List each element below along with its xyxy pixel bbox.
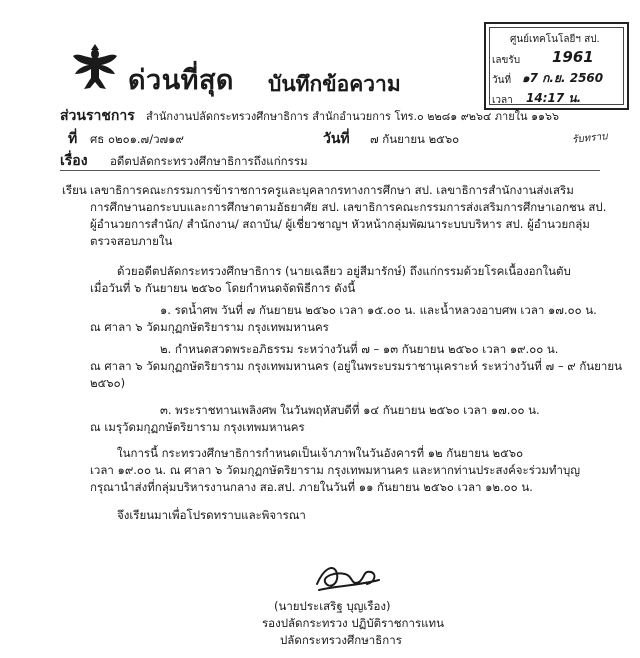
signatory-position: ปลัดกระทรวงศึกษาธิการ xyxy=(280,633,402,647)
memo-title: บันทึกข้อความ xyxy=(268,72,401,96)
item-line: ๓. พระราชทานเพลิงศพ ในวันพฤหัสบดีที่ ๑๔ กันยายน ๒๕๖๐ เวลา ๑๗.๐๐ น. xyxy=(160,403,540,417)
stamp-date-label: วันที่ xyxy=(492,75,512,86)
date-value: ๗ กันยายน ๒๕๖๐ xyxy=(370,132,460,146)
item-line: ณ ศาลา ๖ วัดมกุฏกษัตริยาราม กรุงเทพมหานคร xyxy=(90,320,329,334)
urgency-heading: ด่วนที่สุด xyxy=(128,65,234,96)
body-line: เวลา ๑๙.๐๐ น. ณ ศาลา ๖ วัดมกุฏกษัตริยาราม กรุงเทพมหานคร และหากท่านประสงค์จะร่วมทำบุญ xyxy=(90,463,581,477)
stamp-time-label: เวลา xyxy=(492,95,513,106)
item-line: ณ ศาลา ๖ วัดมกุฏกษัตริยาราม กรุงเทพมหานคร (อยู่ในพระบรมราชานุเคราะห์ ระหว่างวันที่ ๗ – ๙ กันยายน xyxy=(90,359,622,373)
agency-value: สำนักงานปลัดกระทรวงศึกษาธิการ สำนักอำนวยการ โทร.๐ ๒๒๘๑ ๙๒๖๔ ภายใน ๑๑๖๖ xyxy=(146,110,559,123)
stamp-time-value: 14:17 น. xyxy=(526,91,582,105)
stamp-date-value: ๑7 ก.ย. 2560 xyxy=(522,71,604,85)
closing-line: จึงเรียนมาเพื่อโปรดทราบและพิจารณา xyxy=(117,508,306,522)
body-line: กรุณานำส่งที่กลุ่มบริหารงานกลาง สอ.สป. ภายในวันที่ ๑๑ กันยายน ๒๕๖๐ เวลา ๑๒.๐๐ น. xyxy=(90,480,533,494)
to-line: ผู้อำนวยการสำนัก/ สำนักงาน/ สถาบัน/ ผู้เชี่ยวชาญฯ หัวหน้ากลุ่มพัฒนาระบบบริหาร สป. ผู้อำนวยกลุ่ม xyxy=(90,217,590,231)
body-line: เมื่อวันที่ ๖ กันยายน ๒๕๖๐ โดยกำหนดจัดพิธีการ ดังนี้ xyxy=(90,281,356,295)
stamp-received-label: เลขรับ xyxy=(492,55,521,66)
to-line: การศึกษานอกระบบและการศึกษาตามอัธยาศัย สป. เลขาธิการคณะกรรมการส่งเสริมการศึกษาเอกชน สป. xyxy=(90,200,607,214)
to-line: ตรวจสอบภายใน xyxy=(90,234,173,248)
stamp-received-no: 1961 xyxy=(552,48,594,66)
receipt-stamp xyxy=(484,22,629,110)
item-line: ๒๕๖๐) xyxy=(90,376,126,390)
to-label: เรียน xyxy=(62,183,87,197)
ref-value: ศธ ๐๒๐๑.๗/ว๗๑๙ xyxy=(90,132,184,146)
subject-value: อดีตปลัดกระทรวงศึกษาธิการถึงแก่กรรม xyxy=(110,154,308,168)
stamp-org: ศูนย์เทคโนโลยีฯ สป. xyxy=(510,34,600,45)
item-line: ๑. รดน้ำศพ วันที่ ๗ กันยายน ๒๕๖๐ เวลา ๑๕.๐๐ น. และน้ำหลวงอาบศพ เวลา ๑๗.๐๐ น. xyxy=(160,303,597,317)
body-line: ในการนี้ กระทรวงศึกษาธิการกำหนดเป็นเจ้าภาพในวันอังคารที่ ๑๒ กันยายน ๒๕๖๐ xyxy=(117,446,524,460)
signature-mark xyxy=(315,560,381,594)
ref-label: ที่ xyxy=(68,131,78,147)
margin-note: รับทราบ xyxy=(571,131,609,146)
signatory-position: รองปลัดกระทรวง ปฏิบัติราชการแทน xyxy=(262,616,444,630)
garuda-emblem-icon xyxy=(72,44,118,90)
date-label: วันที่ xyxy=(323,131,350,147)
divider xyxy=(60,170,600,171)
to-line: เลขาธิการคณะกรรมการข้าราชการครูและบุคลากรทางการศึกษา สป. เลขาธิการสำนักงานส่งเสริม xyxy=(90,183,574,197)
item-line: ๒. กำหนดสวดพระอภิธรรม ระหว่างวันที่ ๗ – ๑๓ กันยายน ๒๕๖๐ เวลา ๑๙.๐๐ น. xyxy=(160,342,559,356)
body-line: ด้วยอดีตปลัดกระทรวงศึกษาธิการ (นายเฉลียว อยู่สีมารักษ์) ถึงแก่กรรมด้วยโรคเนื้องอกในตับ xyxy=(117,264,571,278)
item-line: ณ เมรุวัดมกุฏกษัตริยาราม กรุงเทพมหานคร xyxy=(90,420,305,434)
subject-label: เรื่อง xyxy=(60,153,88,169)
signatory-name: (นายประเสริฐ บุญเรือง) xyxy=(274,599,391,613)
agency-label: ส่วนราชการ xyxy=(60,108,135,124)
